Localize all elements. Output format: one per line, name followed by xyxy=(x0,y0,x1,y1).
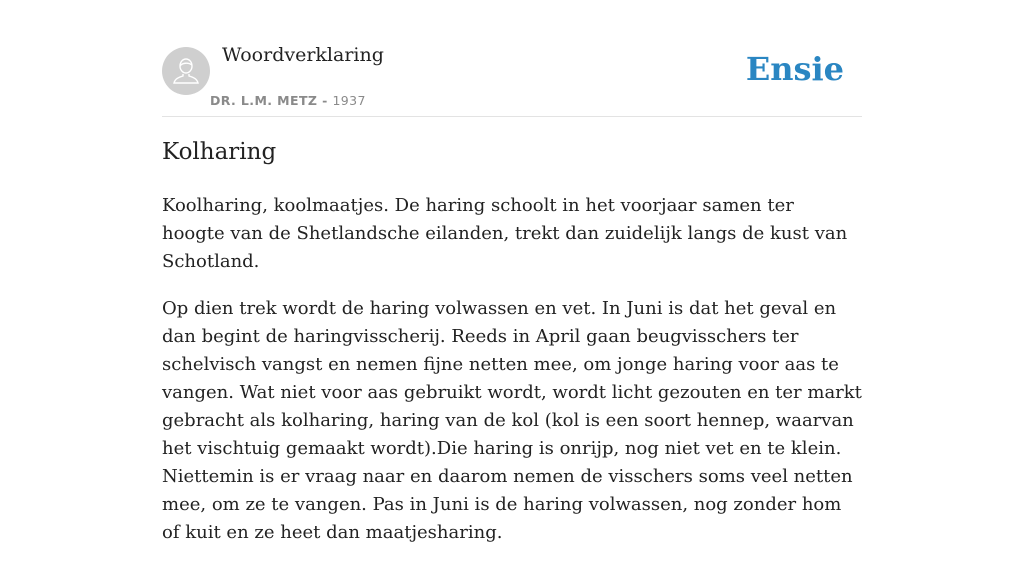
publication-year: 1937 xyxy=(332,93,366,108)
author-name[interactable]: DR. L.M. METZ xyxy=(210,93,318,108)
ensie-logo[interactable]: Ensie xyxy=(745,50,844,88)
meta-separator: - xyxy=(317,93,333,108)
entry-body xyxy=(162,192,862,566)
entry-paragraph: Op dien trek wordt de haring volwassen en vet. In Juni is dat het geval en dan begint de haringvisscherij. Reeds in April gaan beugvisschers ter schelvisch vangst en nemen fijne netten mee, om jonge haring voor aas te vangen. Wat niet voor aas gebruikt wordt, wordt licht gezouten en ter markt gebracht als kolharing, haring van de kol (kol is een soort hennep, waarvan het vischtuig gemaakt wordt).Die haring is onrijp, nog niet vet en te klein. Niettemin is er vraag naar en daarom nemen de visschers soms veel netten mee, om ze te vangen. Pas in Juni is de haring volwassen, nog zonder hom of kuit en ze heet dan maatjesharing. xyxy=(162,298,862,543)
source-title[interactable]: Woordverklaring xyxy=(222,44,384,66)
entry-header xyxy=(162,0,862,117)
user-silhouette-icon xyxy=(162,47,210,95)
source-meta xyxy=(210,93,366,108)
entry-paragraph: Koolharing, koolmaatjes. De haring schoolt in het voorjaar samen ter hoogte van de Shetlandsche eilanden, trekt dan zuidelijk langs de kust van Schotland. xyxy=(162,195,848,272)
avatar[interactable] xyxy=(162,47,210,95)
entry-title: Kolharing xyxy=(162,139,277,165)
